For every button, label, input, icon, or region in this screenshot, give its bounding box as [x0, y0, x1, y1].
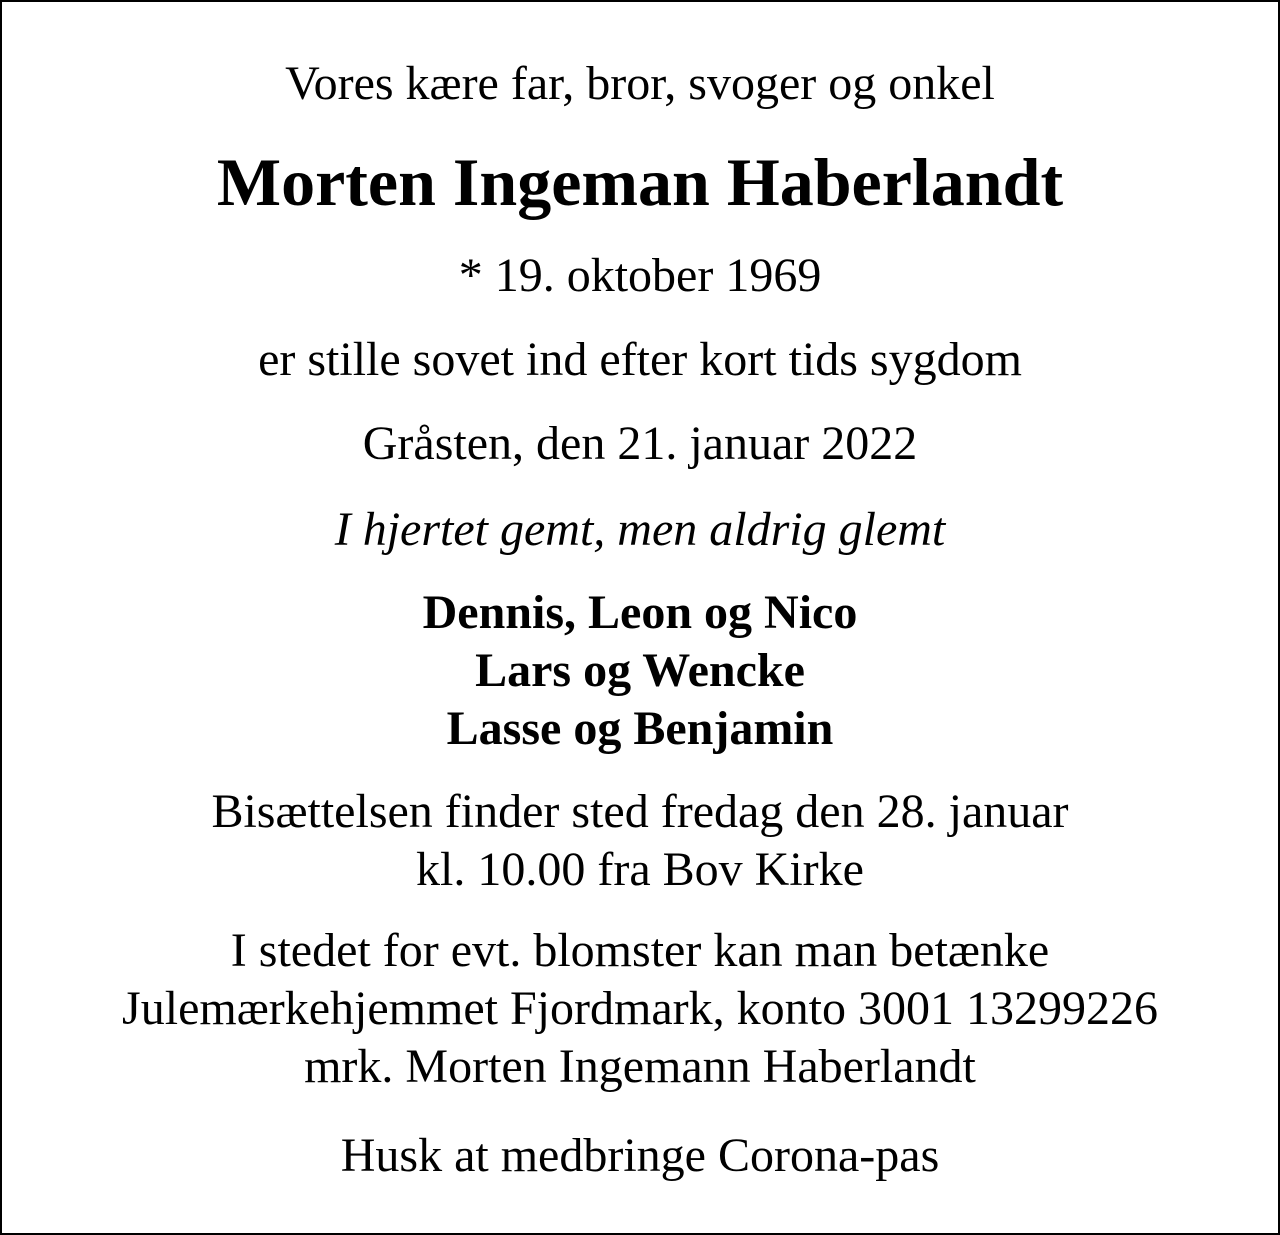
funeral-line: Bisættelsen finder sted fredag den 28. januar [211, 785, 1069, 838]
funeral-details [2, 783, 1278, 899]
family-line: Lars og Wencke [475, 644, 805, 697]
corona-pass-reminder: Husk at medbringe Corona-pas [340, 1129, 940, 1182]
memorial-quote: I hjertet gemt, men aldrig glemt [334, 503, 946, 556]
funeral-line: kl. 10.00 fra Bov Kirke [416, 843, 864, 896]
family-line: Lasse og Benjamin [446, 702, 834, 755]
deceased-name: Morten Ingeman Haberlandt [216, 144, 1064, 220]
family-names [2, 584, 1278, 758]
place-and-date: Gråsten, den 21. januar 2022 [362, 417, 918, 470]
donation-line: Julemærkehjemmet Fjordmark, konto 3001 13299226 [122, 982, 1158, 1035]
donation-details [2, 922, 1278, 1096]
intro-text: Vores kære far, bror, svoger og onkel [285, 57, 995, 110]
donation-line: I stedet for evt. blomster kan man betænke [230, 924, 1050, 977]
donation-line: mrk. Morten Ingemann Haberlandt [304, 1040, 976, 1093]
birth-date: * 19. oktober 1969 [458, 249, 822, 302]
family-line: Dennis, Leon og Nico [422, 586, 858, 639]
passing-text: er stille sovet ind efter kort tids sygdom [258, 333, 1022, 386]
